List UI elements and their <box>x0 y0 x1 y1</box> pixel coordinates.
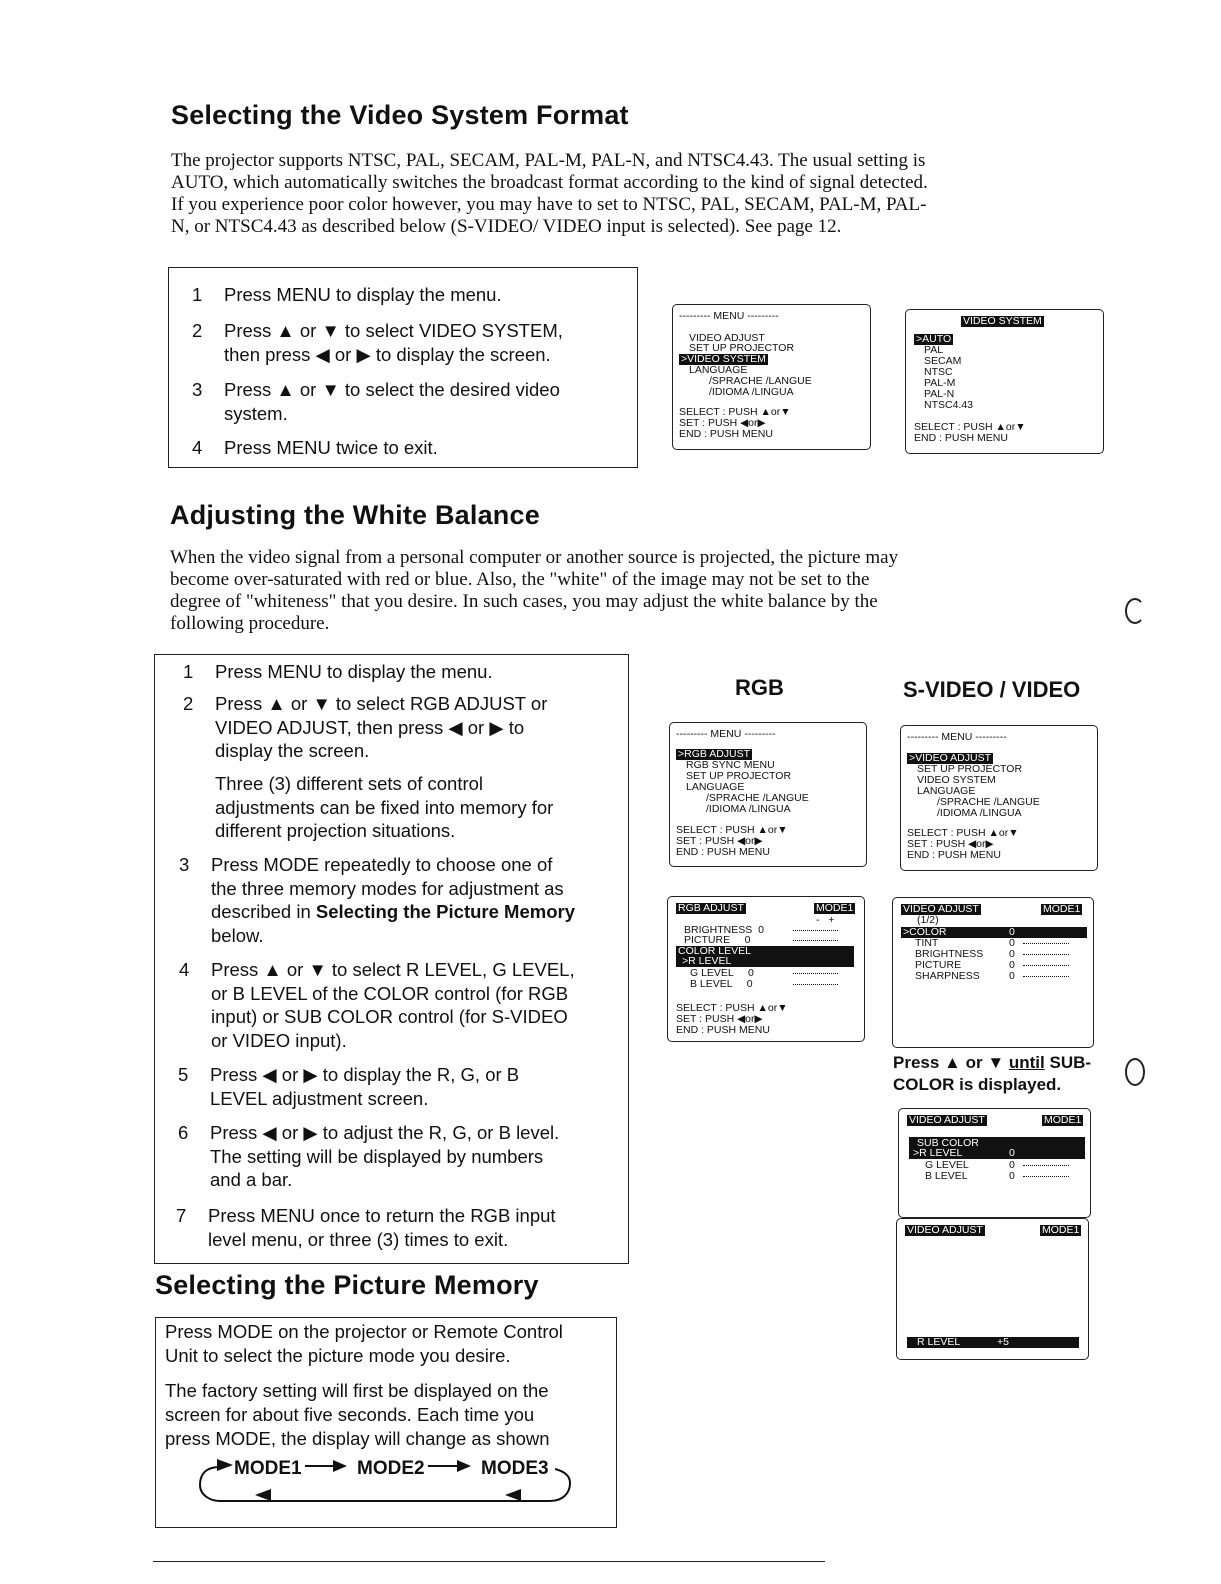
vs-item: NTSC <box>924 366 953 378</box>
menu-item-selected: >VIDEO ADJUST <box>909 752 991 764</box>
r-level-screen <box>896 1218 1089 1360</box>
binder-hole-mark <box>1125 598 1145 624</box>
adjust-item: PICTURE <box>915 959 962 971</box>
video-adjust-title: VIDEO ADJUST <box>909 1114 985 1126</box>
menu-item: VIDEO SYSTEM <box>917 774 996 786</box>
level-bar <box>1023 1165 1069 1166</box>
mode-badge: MODE1 <box>816 902 854 914</box>
para-line: AUTO, which automatically switches the broadcast format according to the kind of signal detected. <box>171 172 928 193</box>
adjust-item: G LEVEL <box>925 1159 969 1171</box>
adjust-item: SHARPNESS <box>915 970 980 982</box>
menu-footer: SELECT : PUSH ▲or▼ <box>676 824 788 836</box>
adjust-item-selected: SUB COLOR <box>917 1137 979 1149</box>
menu-footer: SELECT : PUSH ▲or▼ <box>679 406 791 418</box>
level-bar <box>1023 1176 1069 1177</box>
adjust-value: 0 <box>1009 1170 1015 1182</box>
adjust-item: PICTURE 0 <box>684 934 751 946</box>
menu-footer: SET : PUSH ◀or▶ <box>676 835 763 847</box>
adjust-item: TINT <box>915 937 939 949</box>
vs-item-selected: >AUTO <box>916 333 952 345</box>
menu-footer: SELECT : PUSH ▲or▼ <box>676 1002 788 1014</box>
r-level-label: R LEVEL <box>917 1336 961 1348</box>
svideo-label: S-VIDEO / VIDEO <box>903 677 1081 702</box>
menu-title: --------- MENU --------- <box>679 310 779 322</box>
picture-memory-para2: The factory setting will first be displayed on the screen for about five seconds. Each time you press MODE, the display will change as shown <box>165 1380 550 1449</box>
r-level-value: +5 <box>997 1336 1009 1348</box>
page-indicator: (1/2) <box>917 914 939 926</box>
menu-item-selected: >RGB ADJUST <box>678 748 751 760</box>
menu-item: SET UP PROJECTOR <box>917 763 1023 775</box>
menu-item: RGB SYNC MENU <box>686 759 775 771</box>
para-line: become over-saturated with red or blue. Also, the "white" of the image may not be set to the <box>170 569 870 590</box>
vs-item: SECAM <box>924 355 962 367</box>
video-adjust-screen <box>892 897 1094 1048</box>
adjust-value: 0 <box>1009 970 1015 982</box>
mode-badge: MODE1 <box>1043 903 1081 915</box>
para-line: When the video signal from a personal computer or another source is projected, the picture may <box>170 547 899 568</box>
vs-footer: SELECT : PUSH ▲or▼ <box>914 421 1026 433</box>
white-balance-paragraph <box>170 547 1120 635</box>
svideo-menu-screen <box>900 725 1098 871</box>
sub-color-caption: Press ▲ or ▼ until SUB- COLOR is displayed. <box>893 1053 1092 1094</box>
level-bar <box>793 930 838 931</box>
level-bar <box>1023 976 1069 977</box>
menu-footer: END : PUSH MENU <box>907 849 1001 861</box>
menu-item-selected: >VIDEO SYSTEM <box>681 353 766 365</box>
menu-item: /IDIOMA /LINGUA <box>937 807 1022 819</box>
adjust-value: 0 <box>1009 937 1015 949</box>
video-system-paragraph <box>171 150 1121 238</box>
menu-footer: END : PUSH MENU <box>676 1024 770 1036</box>
video-adjust-title: VIDEO ADJUST <box>907 1224 983 1236</box>
adjust-item-selected: COLOR LEVEL <box>678 945 751 957</box>
menu-item: SET UP PROJECTOR <box>686 770 792 782</box>
menu-footer: END : PUSH MENU <box>679 428 773 440</box>
level-bar <box>793 984 838 985</box>
adjust-value: 0 <box>1009 1159 1015 1171</box>
level-bar <box>1023 954 1069 955</box>
rgb-adjust-screen <box>667 896 865 1042</box>
menu-item: /IDIOMA /LINGUA <box>709 386 794 398</box>
adjust-value: 0 <box>1009 926 1015 938</box>
mode-badge: MODE1 <box>1042 1224 1080 1236</box>
para-line: degree of "whiteness" that you desire. In such cases, you may adjust the white balance by the <box>170 591 878 612</box>
rgb-adjust-title: RGB ADJUST <box>678 902 744 914</box>
adjust-item-selected: >R LEVEL <box>682 955 732 967</box>
adjust-item: B LEVEL <box>925 1170 968 1182</box>
adjust-value: 0 <box>1009 959 1015 971</box>
adjust-value: 0 <box>1009 1147 1015 1159</box>
menu-item: /SPRACHE /LANGUE <box>706 792 809 804</box>
heading-picture-memory: Selecting the Picture Memory <box>155 1270 539 1300</box>
menu-footer: SELECT : PUSH ▲or▼ <box>907 827 1019 839</box>
adjust-item-selected: >R LEVEL <box>913 1147 963 1159</box>
level-bar <box>1023 943 1069 944</box>
menu-footer: END : PUSH MENU <box>676 846 770 858</box>
menu-item: LANGUAGE <box>686 781 745 793</box>
level-bar <box>793 940 838 941</box>
menu-item: /SPRACHE /LANGUE <box>709 375 812 387</box>
sub-color-screen <box>898 1108 1091 1218</box>
heading-video-system: Selecting the Video System Format <box>171 100 629 130</box>
adjust-item: BRIGHTNESS <box>915 948 984 960</box>
rgb-menu-screen <box>669 722 867 867</box>
menu-footer: SET : PUSH ◀or▶ <box>676 1013 763 1025</box>
vs-title: VIDEO SYSTEM <box>963 315 1042 327</box>
vs-item: PAL-N <box>924 388 955 400</box>
level-bar <box>793 973 838 974</box>
video-system-screen <box>905 309 1104 454</box>
para-line: The projector supports NTSC, PAL, SECAM, PAL-M, PAL-N, and NTSC4.43. The usual setting is <box>171 150 926 171</box>
menu-item: /IDIOMA /LINGUA <box>706 803 791 815</box>
menu-title: --------- MENU --------- <box>907 731 1007 743</box>
menu-item: LANGUAGE <box>917 785 976 797</box>
scale-marks: - + <box>816 914 835 926</box>
menu-item: LANGUAGE <box>689 364 748 376</box>
vs-item: PAL-M <box>924 377 956 389</box>
rgb-label: RGB <box>735 675 784 700</box>
binder-hole-mark <box>1125 1058 1145 1086</box>
menu-title: --------- MENU --------- <box>676 728 776 740</box>
para-line: If you experience poor color however, you may have to set to NTSC, PAL, SECAM, PAL-M, PAL- <box>171 194 927 215</box>
vs-item: PAL <box>924 344 944 356</box>
adjust-value: 0 <box>1009 948 1015 960</box>
video-adjust-title: VIDEO ADJUST <box>903 903 979 915</box>
picture-memory-para1: Press MODE on the projector or Remote Control Unit to select the picture mode you desire. <box>165 1321 563 1366</box>
adjust-item: BRIGHTNESS 0 <box>684 924 764 936</box>
adjust-item-selected: >COLOR <box>903 926 947 938</box>
menu-item: VIDEO ADJUST <box>689 332 765 344</box>
mode-3-label: MODE3 <box>481 1458 549 1479</box>
menu-footer: SET : PUSH ◀or▶ <box>907 838 994 850</box>
heading-white-balance: Adjusting the White Balance <box>170 500 540 530</box>
mode-1-label: MODE1 <box>234 1458 302 1479</box>
vs-item: NTSC4.43 <box>924 399 974 411</box>
menu-screen <box>672 304 871 450</box>
adjust-item: B LEVEL 0 <box>690 978 753 990</box>
menu-item: SET UP PROJECTOR <box>689 342 795 354</box>
menu-footer: SET : PUSH ◀or▶ <box>679 417 766 429</box>
mode-badge: MODE1 <box>1044 1114 1082 1126</box>
adjust-item: G LEVEL 0 <box>690 967 754 979</box>
para-line: N, or NTSC4.43 as described below (S-VIDEO/ VIDEO input is selected). See page 12. <box>171 216 842 237</box>
mode-2-label: MODE2 <box>357 1458 425 1479</box>
vs-footer: END : PUSH MENU <box>914 432 1008 444</box>
footer-rule <box>153 1561 825 1562</box>
para-line: following procedure. <box>170 613 330 634</box>
menu-item: /SPRACHE /LANGUE <box>937 796 1040 808</box>
level-bar <box>1023 965 1069 966</box>
